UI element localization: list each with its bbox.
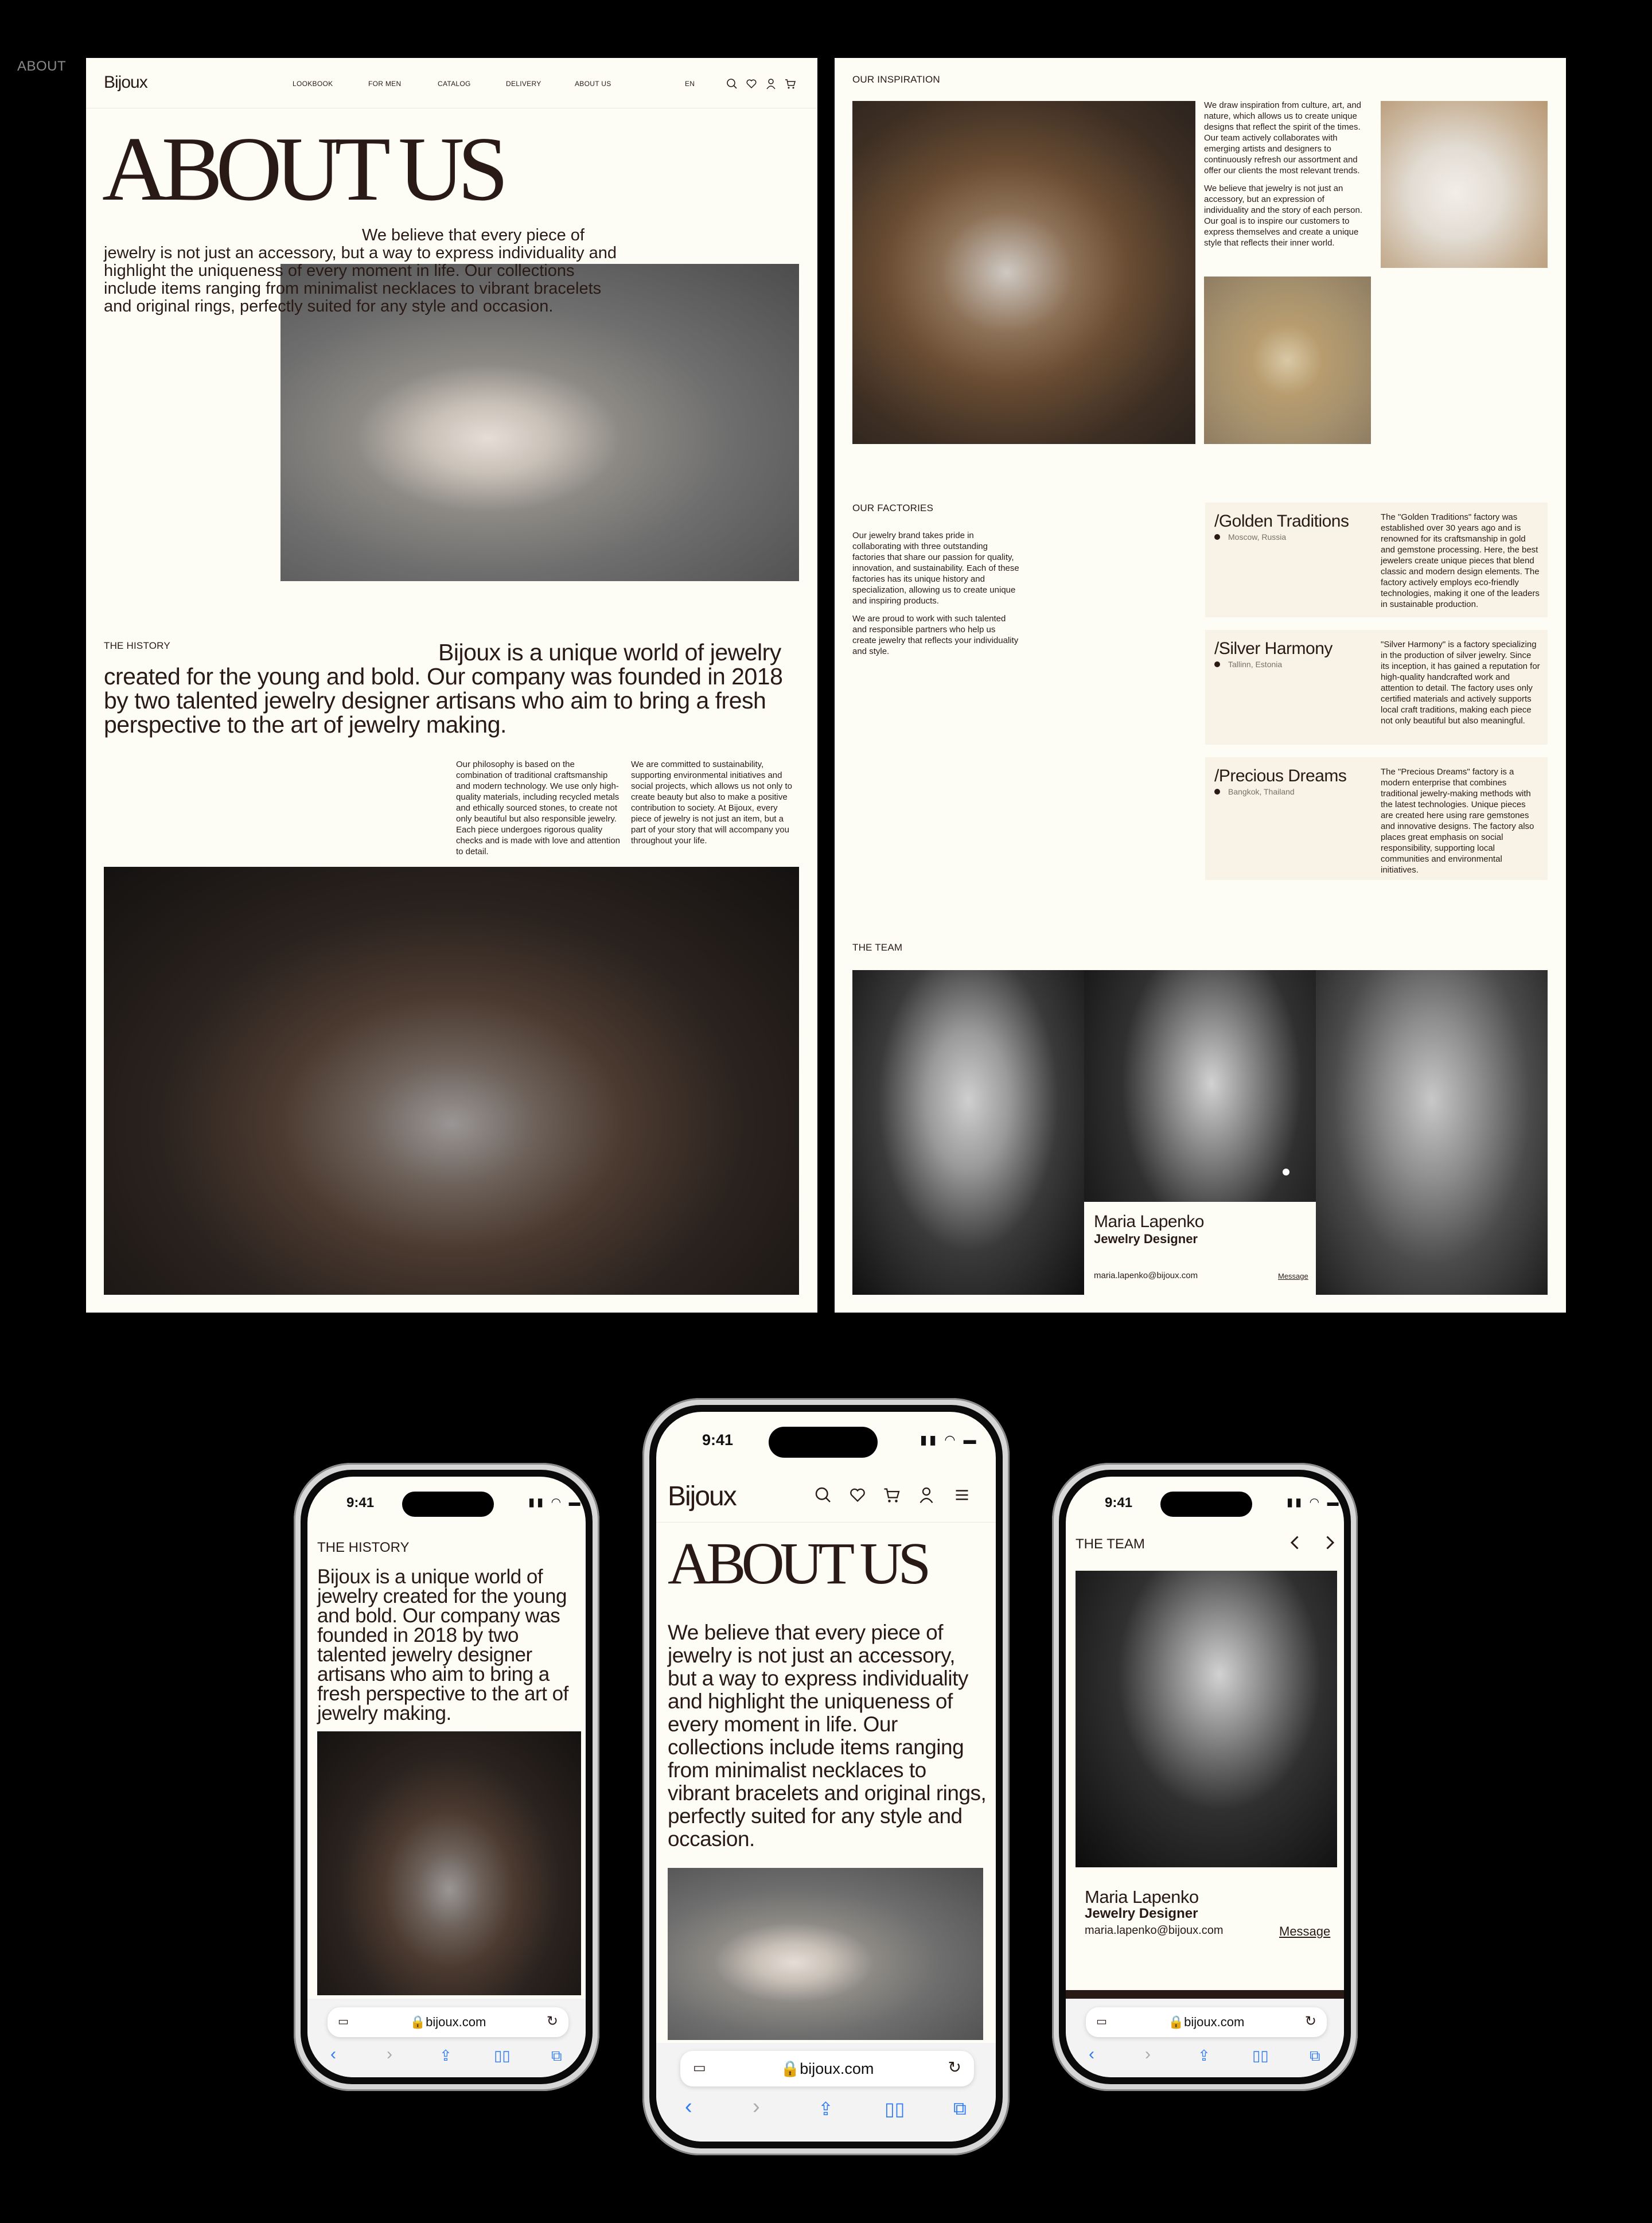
team-member-name: Maria Lapenko: [1085, 1887, 1199, 1907]
hero-title: ABOUT US: [102, 118, 502, 220]
url-value: bijoux.com: [800, 2060, 874, 2077]
team-member-role: Jewelry Designer: [1085, 1906, 1198, 1921]
header-divider: [656, 1522, 996, 1523]
url-value: bijoux.com: [1184, 2015, 1245, 2029]
chevron-left-icon[interactable]: ‹: [685, 2094, 692, 2119]
chevron-right-icon[interactable]: ›: [1145, 2045, 1151, 2064]
team-member-role: Jewelry Designer: [1094, 1232, 1198, 1246]
chevron-right-icon[interactable]: [1321, 1534, 1338, 1551]
team-member-name: Maria Lapenko: [1094, 1212, 1204, 1231]
hover-cursor-dot: [1283, 1169, 1289, 1175]
factory-card-silver-harmony[interactable]: [1205, 630, 1548, 745]
nav-lookbook[interactable]: LOOKBOOK: [293, 80, 333, 88]
url-text: [328, 2015, 568, 2030]
share-icon[interactable]: ⇪: [1198, 2047, 1210, 2064]
phone-right-screen: [1066, 1477, 1344, 2077]
phone-center: [642, 1398, 1010, 2155]
phone-left-screen: [307, 1477, 586, 2077]
menu-icon[interactable]: [953, 1486, 971, 1504]
phone-bezel: [1059, 1470, 1351, 2084]
hero-text: We believe that every piece of jewelry is not just an accessory, but a way to express individuality and highlight the uniqueness of every moment in life. Our collections include items ranging from minimalist necklaces to vibrant bracelets and original rings, perfectly suited for any style and occasion.: [668, 1621, 987, 1851]
team-member-email[interactable]: maria.lapenko@bijoux.com: [1094, 1271, 1198, 1280]
factory-location: Bangkok, Thailand: [1214, 787, 1295, 796]
factory-description: "Silver Harmony" is a factory specializing in the production of silver jewelry. Since its inception, it has gained a reputation for high-quality handcrafted work and attention to detail. The factory uses only certified materials and actively supports local craft traditions, making each piece not only beautiful but also meaningful.: [1381, 640, 1540, 726]
dynamic-island: [1160, 1492, 1252, 1517]
team-label: THE TEAM: [852, 942, 903, 953]
factory-name: /Precious Dreams: [1214, 766, 1347, 785]
history-label: THE HISTORY: [317, 1540, 410, 1555]
reader-icon[interactable]: ▭: [693, 2060, 706, 2076]
dynamic-island: [769, 1427, 878, 1458]
chevron-left-icon[interactable]: ‹: [330, 2045, 336, 2064]
reader-icon[interactable]: ▭: [338, 2015, 349, 2028]
factory-location: Tallinn, Estonia: [1214, 660, 1282, 669]
address-bar[interactable]: [1086, 2007, 1327, 2037]
desktop-page-left: [86, 58, 817, 1313]
history-label: THE HISTORY: [104, 640, 170, 651]
search-icon[interactable]: [726, 78, 738, 89]
cart-icon[interactable]: [785, 78, 796, 89]
factory-name: /Golden Traditions: [1214, 512, 1349, 531]
inspiration-text-2: We believe that jewelry is not just an accessory, but an expression of individuality and the story of each person. Our goal is to inspire our customers to express themselves and create a unique style that reflects their inner world.: [1204, 184, 1362, 248]
reader-icon[interactable]: ▭: [1096, 2015, 1107, 2028]
nav-for-men[interactable]: FOR MEN: [368, 80, 402, 88]
lock-icon: 🔒: [780, 2060, 800, 2077]
chevron-left-icon[interactable]: ‹: [1089, 2045, 1094, 2064]
phone-center-screen: [656, 1412, 996, 2142]
heart-icon[interactable]: [746, 78, 757, 89]
factories-label: OUR FACTORIES: [852, 503, 934, 513]
address-bar[interactable]: [680, 2051, 974, 2086]
share-icon[interactable]: ⇪: [439, 2047, 452, 2064]
desktop-page-right: [835, 58, 1566, 1313]
url-text: [1086, 2015, 1327, 2030]
lock-icon: 🔒: [1168, 2015, 1185, 2029]
phone-bezel: [649, 1405, 1003, 2148]
factories-text-2: We are proud to work with such talented and responsible partners who help us create jewelry that reflects your individuality and style.: [852, 614, 1019, 656]
dynamic-island: [402, 1492, 494, 1517]
site-header: [86, 58, 817, 108]
team-member-card: [1084, 1202, 1316, 1295]
logo[interactable]: Bijoux: [104, 73, 147, 92]
team-member-photo[interactable]: [1076, 1571, 1337, 1867]
search-icon[interactable]: [815, 1486, 832, 1504]
factory-description: The "Precious Dreams" factory is a modern enterprise that combines traditional jewelry-making methods with the latest technologies. Unique pieces are created here using rare gemstones and innovative designs. The factory also places great emphasis on social responsibility, supporting local communities and environmental initiatives.: [1381, 767, 1534, 875]
chevron-right-icon[interactable]: ›: [753, 2094, 760, 2119]
gold-chain-photo: [1204, 277, 1371, 444]
cart-icon[interactable]: [883, 1486, 901, 1504]
reload-icon[interactable]: ↻: [948, 2058, 961, 2076]
bookmarks-icon[interactable]: ▯▯: [885, 2099, 905, 2119]
status-time: 9:41: [346, 1495, 375, 1510]
team-member-email[interactable]: maria.lapenko@bijoux.com: [1085, 1924, 1224, 1937]
inspiration-text-1: We draw inspiration from culture, art, and nature, which allows us to create unique designs that reflect the spirit of the times. Our team actively collaborates with emerging artists and designers to continuously refresh our assortment and offer our clients the most relevant trends.: [1204, 100, 1362, 176]
language-switch[interactable]: EN: [685, 80, 695, 88]
phone-bezel: [301, 1470, 593, 2084]
craftsman-ring-photo: [317, 1731, 581, 1995]
vase-necklace-photo: [1381, 101, 1548, 268]
team-label: THE TEAM: [1076, 1536, 1145, 1552]
commitment-text: We are committed to sustainability, supporting environmental initiatives and social projects, which allows us not only to create beauty but also to make a positive contribution to society. At Bijoux, every piece of jewelry is not just an item, but a part of your story that will accompany you throughout your life.: [631, 760, 792, 846]
address-bar[interactable]: [328, 2007, 568, 2037]
factories-text-1: Our jewelry brand takes pride in collaborating with three outstanding factories that share our passion for quality, innovation, and sustainability. Each of these factories has its unique history and specialization, allowing us to create unique and inspiring products.: [852, 531, 1019, 606]
chevron-left-icon[interactable]: [1287, 1534, 1304, 1551]
logo[interactable]: Bijoux: [668, 1481, 736, 1512]
history-text: Bijoux is a unique world of jewelry created for the young and bold. Our company was founded in 2018 by two talented jewelry designer artisans who aim to bring a fresh perspective to the art of jewelry making.: [317, 1566, 568, 1724]
message-link[interactable]: Message: [1278, 1272, 1308, 1280]
status-icons: ▮▮ ◠ ▬: [1287, 1496, 1341, 1509]
philosophy-text: Our philosophy is based on the combination of traditional craftsmanship and modern technology. We use only high-quality materials, including recycled metals and ethically sourced stones, to create not only beautiful but also responsible jewelry. Each piece undergoes rigorous quality checks and is made with love and attention to detail.: [456, 760, 621, 857]
team-member-photo-1[interactable]: [852, 970, 1084, 1295]
share-icon[interactable]: ⇪: [818, 2099, 833, 2119]
hero-title: ABOUT US: [668, 1531, 927, 1597]
url-text: [680, 2060, 974, 2078]
inspiration-label: OUR INSPIRATION: [852, 74, 940, 85]
hero-seashell-pearls-photo: [668, 1868, 983, 2040]
craftsman-ring-photo: [104, 867, 799, 1295]
nav-delivery[interactable]: DELIVERY: [506, 80, 541, 88]
lock-icon: 🔒: [410, 2015, 426, 2029]
phone-left: [294, 1463, 599, 2091]
message-link[interactable]: Message: [1279, 1924, 1331, 1938]
tabs-icon[interactable]: ⧉: [551, 2047, 562, 2064]
nav-about-us[interactable]: ABOUT US: [575, 80, 611, 88]
tabs-icon[interactable]: ⧉: [953, 2098, 967, 2119]
user-icon[interactable]: [765, 78, 777, 89]
bookmarks-icon[interactable]: ▯▯: [494, 2047, 511, 2064]
hero-text: We believe that every piece of jewelry is not just an accessory, but a way to express individuality and highlight the uniqueness of every moment in life. Our collections include items ranging from minimalist necklaces to vibrant bracelets and original rings, perfectly suited for any style and occasion.: [104, 226, 617, 316]
heart-icon[interactable]: [849, 1486, 866, 1504]
silver-chain-photo: [852, 101, 1195, 444]
url-value: bijoux.com: [426, 2015, 486, 2029]
status-time: 9:41: [1105, 1495, 1133, 1510]
status-icons: ▮▮ ◠ ▬: [528, 1496, 583, 1509]
history-text: Bijoux is a unique world of jewelry created for the young and bold. Our company was founded in 2018 by two talented jewelry designer artisans who aim to bring a fresh perspective to the art of jewelry making.: [104, 639, 783, 738]
status-icons: ▮▮ ◠ ▬: [920, 1432, 979, 1447]
factory-name: /Silver Harmony: [1214, 639, 1332, 658]
page-label: ABOUT: [17, 59, 67, 74]
reload-icon[interactable]: ↻: [1304, 2014, 1316, 2029]
factory-location: Moscow, Russia: [1214, 532, 1286, 542]
tabs-icon[interactable]: ⧉: [1310, 2047, 1320, 2064]
nav-catalog[interactable]: CATALOG: [438, 80, 471, 88]
status-time: 9:41: [702, 1431, 734, 1449]
reload-icon[interactable]: ↻: [546, 2014, 558, 2029]
factory-description: The "Golden Traditions" factory was established over 30 years ago and is renowned for its craftsmanship in gold and gemstone processing. Here, the best jewelers create unique pieces that blend classic and modern design elements. The factory actively employs eco-friendly technologies, making it one of the leaders in sustainable production.: [1381, 512, 1540, 609]
phone-right: [1052, 1463, 1358, 2091]
chevron-right-icon[interactable]: ›: [387, 2045, 392, 2064]
factory-card-precious-dreams[interactable]: [1205, 757, 1548, 880]
bookmarks-icon[interactable]: ▯▯: [1252, 2047, 1269, 2064]
factory-card-golden-traditions[interactable]: [1205, 503, 1548, 617]
team-member-photo-3[interactable]: [1316, 970, 1548, 1295]
user-icon[interactable]: [918, 1486, 935, 1504]
